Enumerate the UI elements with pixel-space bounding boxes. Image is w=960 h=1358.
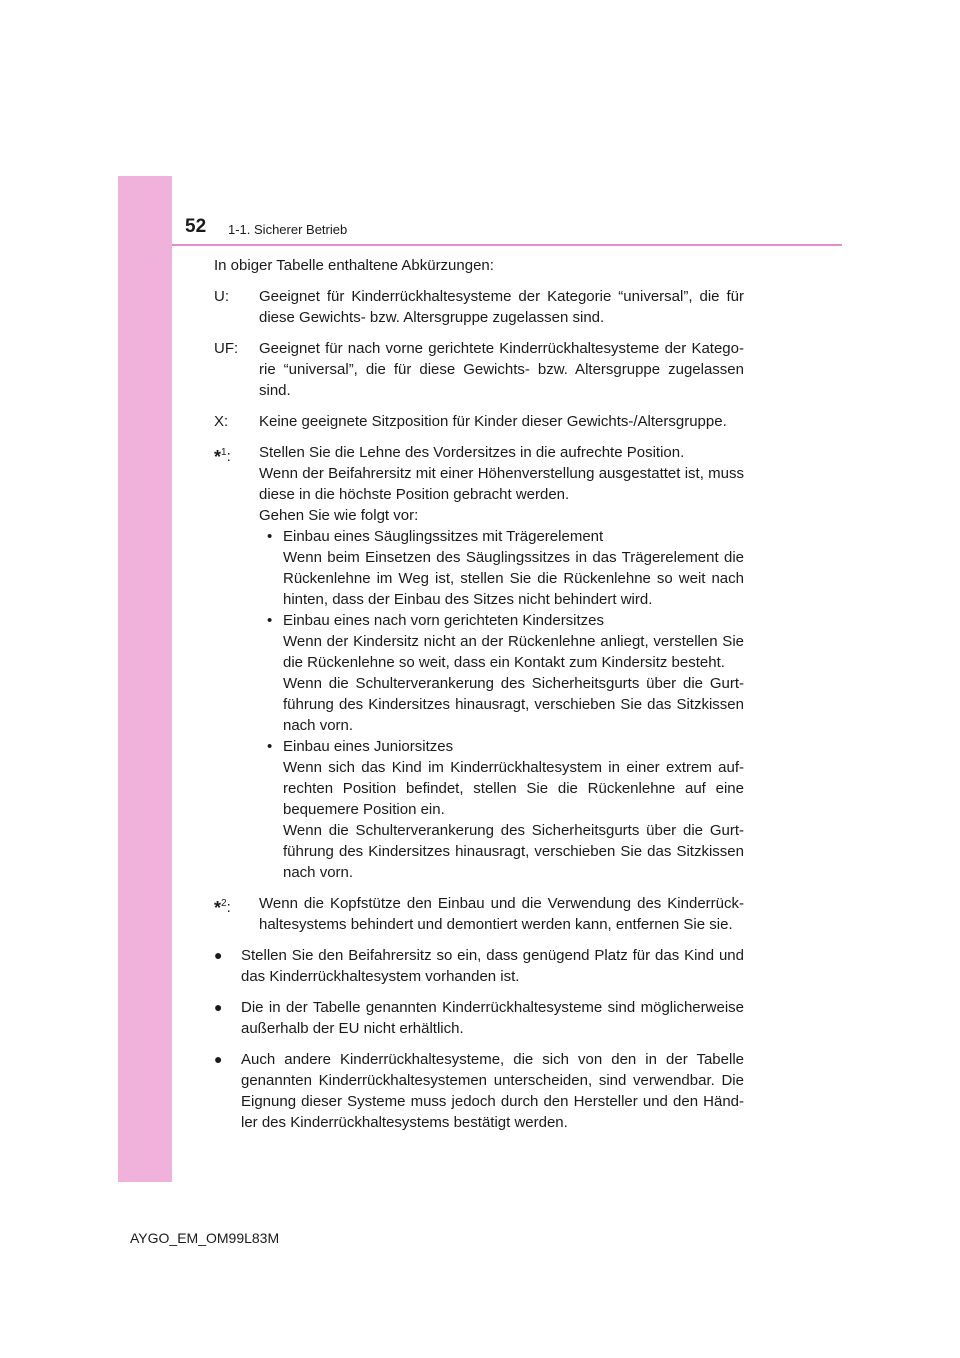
footnote-star: * [214, 447, 222, 467]
footnote-1 [214, 442, 744, 883]
footnote-line: Wenn der Beifahrersitz mit einer Höhenverstellung ausgestattet ist, muss diese in die höchste Position gebracht werden. [259, 465, 744, 503]
abbreviation-uf [214, 338, 744, 401]
filled-circle-bullet-icon: ● [214, 1051, 223, 1067]
bullet-dot: • [267, 528, 273, 545]
abbreviation-key: X: [214, 413, 229, 430]
point-item [214, 1049, 744, 1133]
footnote-number: 1 [221, 447, 227, 458]
bullet-paragraph: Wenn die Schulterverankerung des Sicherheitsgurts über die Gurt-führung des Kindersitzes hinausragt, verschieben Sie das Sitzkissen nach vorn. [283, 675, 744, 734]
bullet-dot: • [267, 612, 273, 629]
intro-text: In obiger Tabelle enthaltene Abkürzungen: [214, 257, 494, 274]
abbreviation-x [214, 411, 744, 432]
footnote-marker [214, 442, 259, 883]
bullet-paragraph: Wenn die Schulterverankerung des Sicherheitsgurts über die Gurt-führung des Kindersitzes hinausragt, verschieben Sie das Sitzkissen nach vorn. [283, 822, 744, 881]
page-number: 52 [185, 216, 207, 237]
bullet-paragraph: Wenn sich das Kind im Kinderrückhaltesystem in einer extrem auf-rechten Position befindet, stellen Sie die Rückenlehne auf eine bequemere Position ein. [283, 759, 744, 818]
bullet-title: Einbau eines Säuglingssitzes mit Trägerelement [283, 528, 604, 545]
installation-bullet-forward [267, 610, 744, 736]
side-color-band [118, 176, 172, 1182]
point-text: Die in der Tabelle genannten Kinderrückhaltesysteme sind möglicherweise außerhalb der EU nicht erhältlich. [241, 999, 744, 1037]
abbreviation-text: Geeignet für nach vorne gerichtete Kinderrückhaltesysteme der Katego-rie “universal”, die für diese Gewichts- bzw. Altersgruppe zugelassen sind. [259, 340, 744, 399]
section-title: 1-1. Sicherer Betrieb [228, 222, 348, 237]
footnote-line: Stellen Sie die Lehne des Vordersitzes in die aufrechte Position. [259, 444, 685, 461]
footnote-colon: : [226, 899, 231, 916]
footnote-line: Gehen Sie wie folgt vor: [259, 507, 419, 524]
installation-bullet-junior [267, 736, 744, 883]
filled-circle-bullet-icon: ● [214, 947, 223, 963]
filled-circle-bullet-icon: ● [214, 999, 223, 1015]
bullet-paragraph: Wenn beim Einsetzen des Säuglingssitzes in das Trägerelement die Rückenlehne im Weg ist, stellen Sie die Rückenlehne so weit nach hinten, dass der Einbau des Sitzes nicht behindert wird. [283, 549, 744, 608]
bullet-paragraph: Wenn der Kindersitz nicht an der Rückenlehne anliegt, verstellen Sie die Rückenlehne so weit, dass ein Kontakt zum Kindersitz besteht. [283, 633, 744, 671]
page-content [214, 255, 744, 1133]
footnote-body: Wenn die Kopfstütze den Einbau und die Verwendung des Kinderrück-haltesystems behindert und demontiert werden kann, entfernen Sie sie. [259, 895, 744, 933]
point-item [214, 997, 744, 1039]
footnote-colon: : [226, 448, 231, 465]
header-rule [172, 244, 842, 246]
bullet-dot: • [267, 738, 273, 755]
installation-bullet-infant [267, 526, 744, 610]
footnote-body [259, 442, 744, 883]
abbreviation-text: Geeignet für Kinderrückhaltesysteme der Kategorie “universal”, die für diese Gewichts- bzw. Altersgruppe zugelassen sind. [259, 288, 744, 326]
footnote-star: * [214, 898, 222, 918]
footnote-marker [214, 893, 259, 935]
footnote-2 [214, 893, 744, 935]
bullet-title: Einbau eines Juniorsitzes [283, 738, 454, 755]
bullet-body [283, 526, 744, 610]
point-item [214, 945, 744, 987]
point-text: Auch andere Kinderrückhaltesysteme, die sich von den in der Tabelle genannten Kinderrückhaltesystemen unterscheiden, sind verwendbar. Die Eignung dieser Systeme muss jedoch durch den Hersteller und den Händ-ler des Kinderrückhaltesystems bestätigt werden. [241, 1051, 744, 1131]
bullet-body [283, 736, 744, 883]
bullet-body [283, 610, 744, 736]
abbreviation-key: U: [214, 288, 229, 305]
bullet-title: Einbau eines nach vorn gerichteten Kindersitzes [283, 612, 605, 629]
abbreviation-text: Keine geeignete Sitzposition für Kinder dieser Gewichts-/Altersgruppe. [259, 413, 727, 430]
abbreviation-u [214, 286, 744, 328]
point-text: Stellen Sie den Beifahrersitz so ein, dass genügend Platz für das Kind und das Kinderrückhaltesystem vorhanden ist. [241, 947, 744, 985]
footnote-number: 2 [221, 898, 227, 909]
abbreviation-key: UF: [214, 340, 239, 357]
document-code: AYGO_EM_OM99L83M [130, 1230, 280, 1246]
